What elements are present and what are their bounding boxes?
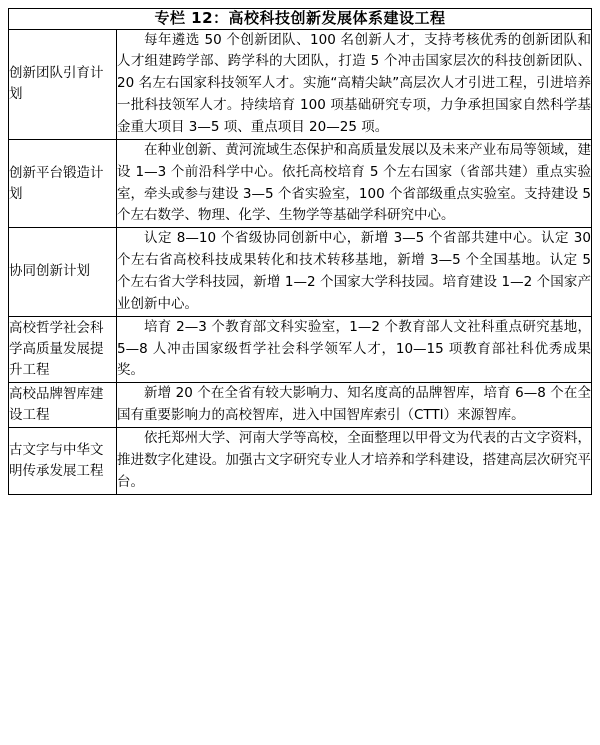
table-row: [9, 427, 592, 494]
table-title-row: [9, 9, 592, 30]
row-content-text: 依托郑州大学、河南大学等高校，全面整理以甲骨文为代表的古文字资料，推进数字化建设。加强古文字研究专业人才培养和学科建设，搭建高层次研究平台。: [117, 429, 591, 490]
row-content: [117, 383, 592, 428]
row-label: 创新团队引育计划: [9, 29, 117, 139]
row-content: [117, 139, 592, 227]
row-label: 高校哲学社会科学高质量发展提升工程: [9, 316, 117, 383]
row-content-text: 培育 2—3 个教育部文科实验室，1—2 个教育部人文社科重点研究基地，5—8 人冲击国家级哲学社会科学领军人才，10—15 项教育部社科优秀成果奖。: [117, 318, 591, 379]
row-content: [117, 228, 592, 316]
row-content: [117, 427, 592, 494]
row-label: 高校品牌智库建设工程: [9, 383, 117, 428]
row-content-text: 认定 8—10 个省级协同创新中心，新增 3—5 个省部共建中心。认定 30 个左右省高校科技成果转化和技术转移基地，新增 3—5 个全国基地。认定 5 个左右省大学科技园，新增 1—2 个国家大学科技园。培育建设 1—2 个国家产业创新中心。: [117, 230, 591, 312]
special-column-table: [8, 8, 592, 495]
row-content: [117, 29, 592, 139]
table-title: 专栏 12：高校科技创新发展体系建设工程: [9, 9, 592, 30]
row-content-text: 每年遴选 50 个创新团队、100 名创新人才，支持考核优秀的创新团队和人才组建跨学部、跨学科的大团队，打造 5 个冲击国家层次的科技创新团队、20 名左右国家科技领军人才。实施“高精尖缺”高层次人才引进工程，引进培养一批科技领军人才。持续培育 100 项基础研究专项，力争承担国家自然科学基金重大项目 3—5 项、重点项目 20—25 项。: [117, 31, 591, 135]
table-row: [9, 316, 592, 383]
table-row: [9, 383, 592, 428]
table-row: [9, 228, 592, 316]
table-row: [9, 139, 592, 227]
row-content-text: 在种业创新、黄河流域生态保护和高质量发展以及未来产业布局等领域，建设 1—3 个前沿科学中心。依托高校培育 5 个左右国家（省部共建）重点实验室，牵头或参与建设 3—5 个省实验室，100 个省部级重点实验室。支持建设 5 个左右数学、物理、化学、生物学等基础学科研究中心。: [117, 141, 591, 224]
row-label: 创新平台锻造计划: [9, 139, 117, 227]
row-label: 协同创新计划: [9, 228, 117, 316]
row-label: 古文字与中华文明传承发展工程: [9, 427, 117, 494]
table-row: [9, 29, 592, 139]
row-content: [117, 316, 592, 383]
row-content-text: 新增 20 个在全省有较大影响力、知名度高的品牌智库，培育 6—8 个在全国有重要影响力的高校智库，进入中国智库索引（CTTI）来源智库。: [117, 385, 591, 424]
